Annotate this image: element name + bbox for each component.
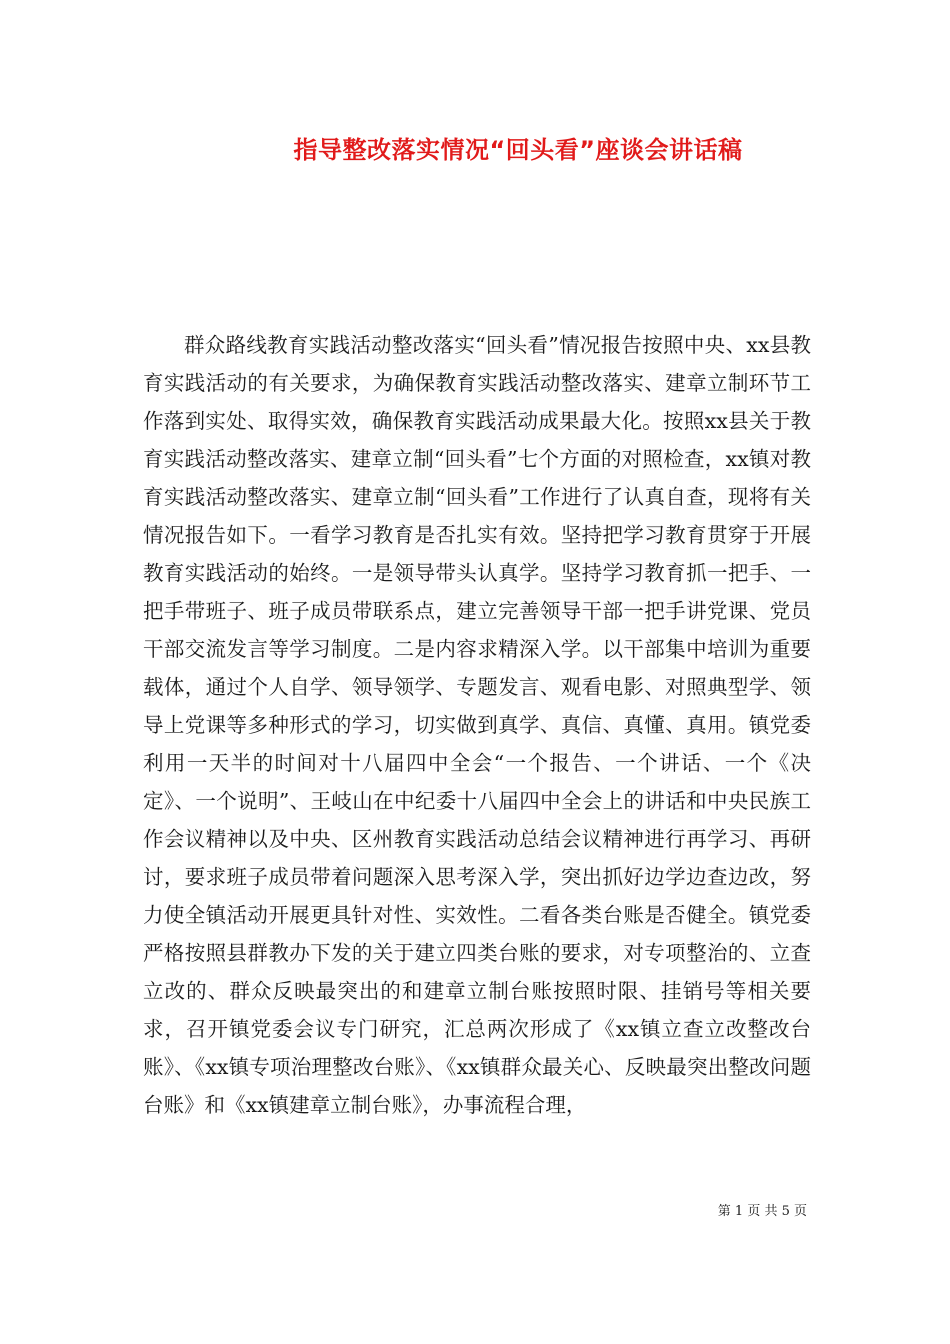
document-title: 指导整改落实情况“回头看”座谈会讲话稿 [293, 136, 743, 164]
page-footer: 第 1 页 共 5 页 [717, 1204, 807, 1219]
document-body: 群众路线教育实践活动整改落实“回头看”情况报告按照中央、xx县教育实践活动的有关要求，为确保教育实践活动整改落实、建章立制环节工作落到实处、取得实效，确保教育实践活动成果最大化。按照xx县关于教育实践活动整改落实、建章立制“回头看”七个方面的对照检查，xx镇对教育实践活动整改落实、建章立制“回头看”工作进行了认真自查，现将有关情况报告如下。一看学习教育是否扎实有效。坚持把学习教育贯穿于开展教育实践活动的始终。一是领导带头认真学。坚持学习教育抓一把手、一把手带班子、班子成员带联系点，建立完善领导干部一把手讲党课、党员干部交流发言等学习制度。二是内容求精深入学。以干部集中培训为重要载体，通过个人自学、领导领学、专题发言、观看电影、对照典型学、领导上党课等多种形式的学习，切实做到真学、真信、真懂、真用。镇党委利用一天半的时间对十八届四中全会“一个报告、一个讲话、一个《决定》、一个说明”、王岐山在中纪委十八届四中全会上的讲话和中央民族工作会议精神以及中央、区州教育实践活动总结会议精神进行再学习、再研讨，要求班子成员带着问题深入思考深入学，突出抓好边学边查边改，努力使全镇活动开展更具针对性、实效性。二看各类台账是否健全。镇党委严格按照县群教办下发的关于建立四类台账的要求，对专项整治的、立查立改的、群众反映最突出的和建章立制台账按照时限、挂销号等相关要求，召开镇党委会议专门研究，汇总两次形成了《xx镇立查立改整改台账》、《xx镇专项治理整改台账》、《xx镇群众最关心、反映最突出整改问题台账》和《xx镇建章立制台账》，办事流程合理， [143, 333, 811, 1117]
